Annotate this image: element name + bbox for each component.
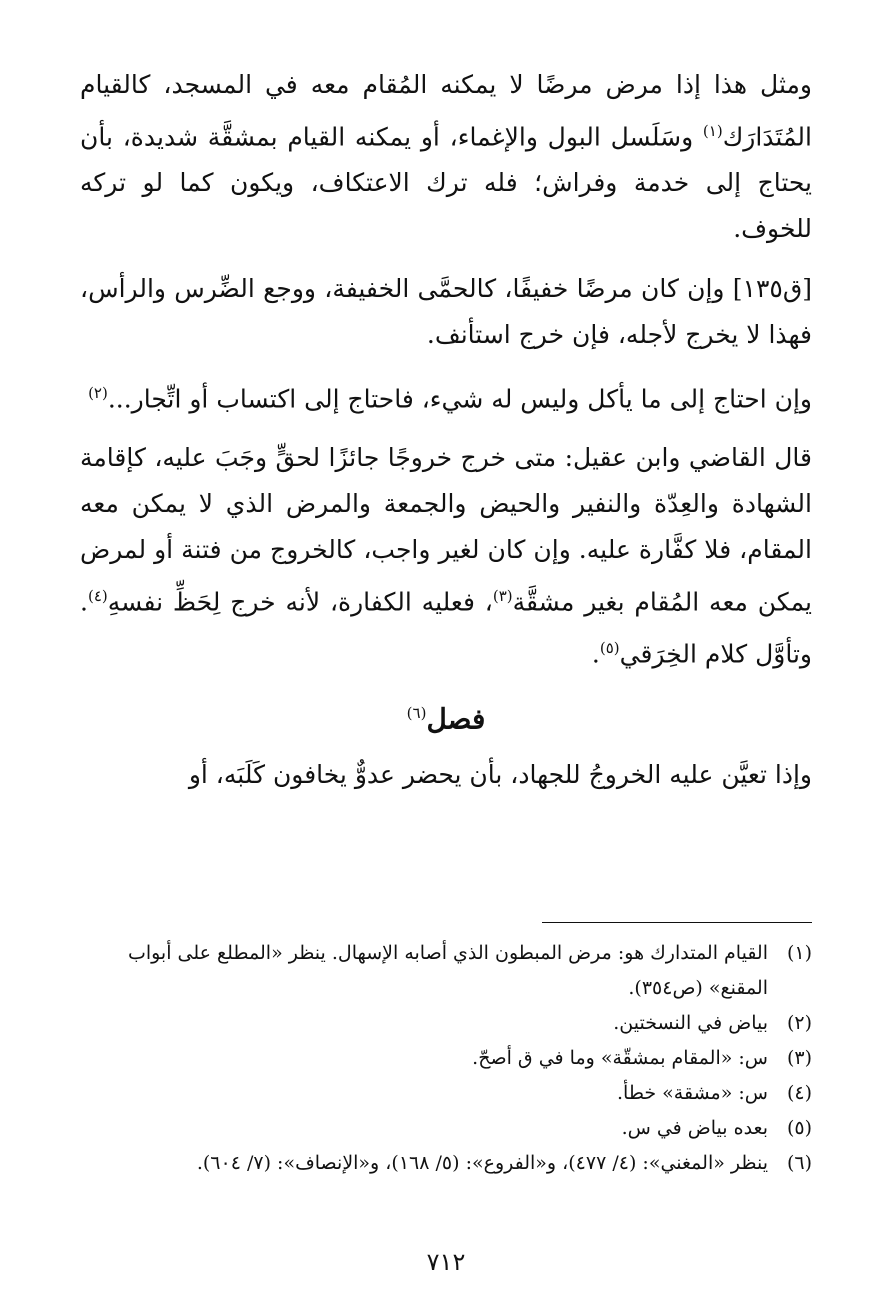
section-heading	[80, 691, 812, 741]
paragraph-4-text-d: .	[591, 639, 600, 669]
footnote-divider	[542, 922, 812, 923]
paragraph-1-rest: وسَلَسل البول والإغماء، أو يمكنه القيام بمشقَّة شديدة، بأن يحتاج إلى خدمة وفراش؛ فله ترك الاعتكاف، ويكون كما لو تركه للخوف.	[80, 122, 812, 244]
footnote-ref-5[interactable]: (٥)	[599, 638, 620, 657]
footnote-4	[80, 1076, 812, 1111]
paragraph-3	[80, 370, 812, 422]
footnote-ref-6[interactable]: (٦)	[406, 704, 427, 723]
section-heading-text: فصل	[426, 702, 486, 736]
footnote-text: س: «المقام بمشقّة» وما في ق أصحّ.	[472, 1047, 768, 1069]
paragraph-4	[80, 435, 812, 678]
paragraph-3-text: وإن احتاج إلى ما يأكل وليس له شيء، فاحتاج إلى اكتساب أو اتِّجار...	[107, 384, 812, 414]
footnote-text: بياض في النسختين.	[613, 1012, 768, 1034]
paragraph-1	[80, 62, 812, 252]
footnotes	[80, 936, 812, 1181]
footnote-number: (٦)	[786, 1152, 812, 1174]
footnote-ref-2[interactable]: (٢)	[88, 384, 108, 403]
footnote-number: (٤)	[786, 1082, 812, 1104]
paragraph-4-text-c: . وتأوَّل كلام الخِرَقي	[80, 586, 812, 669]
footnote-number: (١)	[786, 942, 812, 964]
paragraph-4-text-a: قال القاضي وابن عقيل: متى خرج خروجًا جائزًا لحقٍّ وجَبَ عليه، كإقامة الشهادة والعِدّة والنفير والحيض والجمعة والمرض الذي لا يمكن معه المقام، فلا كفَّارة عليه. وإن كان لغير واجب، كالخروج من فتنة أو لمرض يمكن معه المُقام بغير مشقَّة	[80, 442, 812, 616]
paragraph-2: [ق١٣٥] وإن كان مرضًا خفيفًا، كالحمَّى الخفيفة، ووجع الضِّرس والرأس، فهذا لا يخرج لأجله، فإن خرج استأنف.	[80, 274, 812, 350]
footnote-ref-1[interactable]: (١)	[702, 122, 723, 140]
footnote-text: س: «مشقة» خطأ.	[616, 1082, 768, 1104]
footnote-ref-3[interactable]: (٣)	[492, 586, 513, 605]
footnote-2	[80, 1006, 812, 1041]
footnote-text: بعده بياض في س.	[621, 1117, 768, 1139]
footnote-number: (٥)	[786, 1117, 812, 1139]
footnote-6	[80, 1146, 812, 1181]
footnote-text: ينظر «المغني»: (٤/ ٤٧٧)، و«الفروع»: (٥/ ١٦٨)، و«الإنصاف»: (٧/ ٦٠٤).	[196, 1152, 768, 1174]
book-page	[80, 62, 812, 1290]
footnote-text: القيام المتدارك هو: مرض المبطون الذي أصابه الإسهال. ينظر «المطلع على أبواب المقنع» (ص٣٥٤).	[127, 942, 768, 999]
footnote-1	[80, 936, 812, 1006]
footnote-3	[80, 1041, 812, 1076]
paragraph-4-text-b: ، فعليه الكفارة، لأنه خرج لِحَظِّ نفسهِ	[107, 586, 493, 616]
footnote-number: (٢)	[786, 1012, 812, 1034]
paragraph-1-text: ومثل هذا إذا مرض مرضًا لا يمكنه المُقام معه في المسجد، كالقيام المُتَدَارَك	[80, 70, 812, 152]
footnote-ref-4[interactable]: (٤)	[87, 586, 108, 605]
page-number: ٧١٢	[426, 1248, 466, 1276]
paragraph-5: وإذا تعيَّن عليه الخروجُ للجهاد، بأن يحضر عدوٌّ يخافون كَلَبَه، أو	[188, 759, 812, 789]
footnote-5	[80, 1111, 812, 1146]
footnote-number: (٣)	[786, 1047, 812, 1069]
